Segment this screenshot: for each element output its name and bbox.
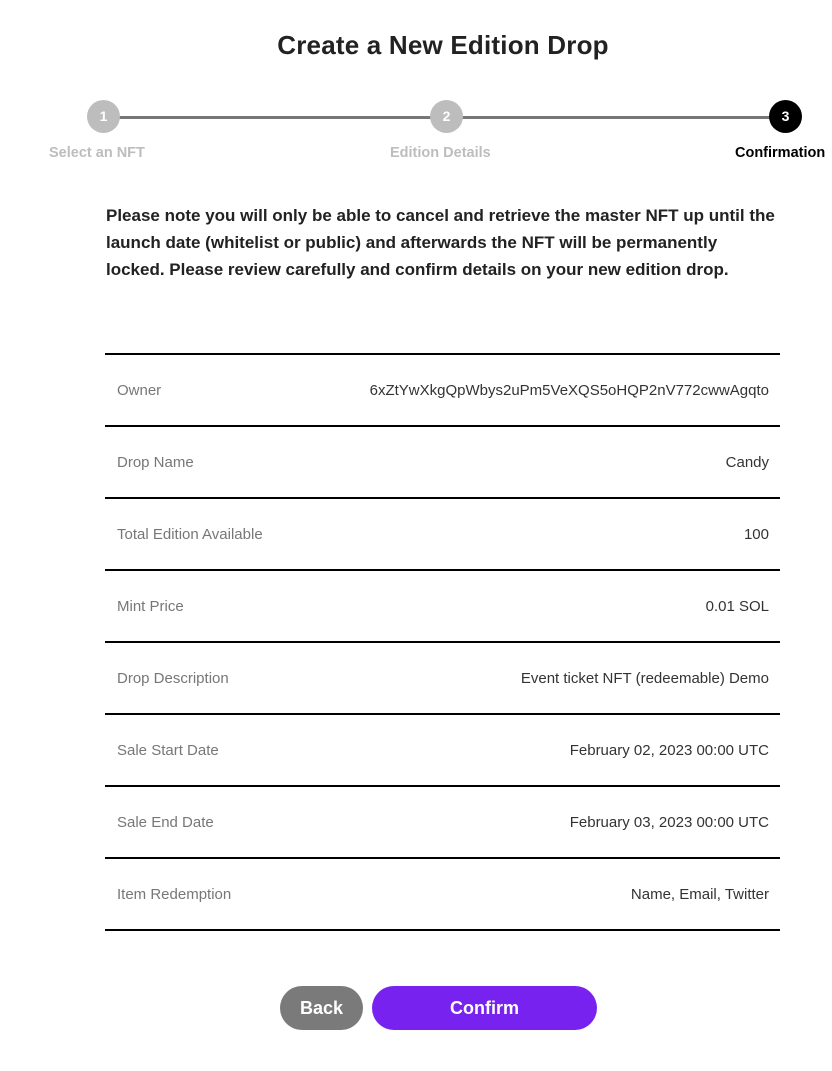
detail-label: Item Redemption: [117, 885, 232, 903]
detail-label: Owner: [117, 381, 162, 399]
detail-value: February 02, 2023 00:00 UTC: [569, 741, 769, 759]
detail-value: Candy: [725, 453, 769, 471]
confirm-button[interactable]: Confirm: [372, 986, 597, 1030]
detail-label: Drop Description: [117, 669, 229, 687]
detail-value: 100: [743, 525, 769, 543]
detail-row-sale-start: [105, 713, 780, 785]
detail-label: Total Edition Available: [117, 525, 263, 543]
detail-row-mint-price: [105, 569, 780, 641]
detail-label: Sale Start Date: [117, 741, 219, 759]
detail-row-item-redemption: [105, 857, 780, 931]
step-1-circle: 1: [87, 100, 120, 133]
step-3-circle: 3: [769, 100, 802, 133]
detail-row-drop-name: [105, 425, 780, 497]
step-2-label: Edition Details: [390, 145, 491, 161]
detail-row-total-edition: [105, 497, 780, 569]
detail-label: Drop Name: [117, 453, 194, 471]
detail-value: 6xZtYwXkgQpWbys2uPm5VeXQS5oHQP2nV772cwwAgqto: [369, 381, 769, 399]
details-table: [105, 353, 780, 931]
detail-row-sale-end: [105, 785, 780, 857]
step-2-circle: 2: [430, 100, 463, 133]
detail-value: February 03, 2023 00:00 UTC: [569, 813, 769, 831]
detail-value: Event ticket NFT (redeemable) Demo: [520, 669, 769, 687]
confirmation-notice: Please note you will only be able to cancel and retrieve the master NFT up until the launch date (whitelist or public) and afterwards the NFT will be permanently locked. Please review carefully and confirm details on your new edition drop.: [106, 206, 775, 279]
detail-label: Sale End Date: [117, 813, 214, 831]
detail-value: Name, Email, Twitter: [630, 885, 769, 903]
step-1-label: Select an NFT: [49, 145, 145, 161]
stepper-line-2-3: [460, 116, 778, 119]
detail-row-owner: [105, 353, 780, 425]
back-button[interactable]: Back: [280, 986, 363, 1030]
page-title: Create a New Edition Drop: [277, 30, 609, 60]
detail-value: 0.01 SOL: [705, 597, 769, 615]
stepper-line-1-2: [115, 116, 450, 119]
step-3-label: Confirmation: [735, 145, 826, 161]
detail-row-drop-description: [105, 641, 780, 713]
detail-label: Mint Price: [117, 597, 184, 615]
